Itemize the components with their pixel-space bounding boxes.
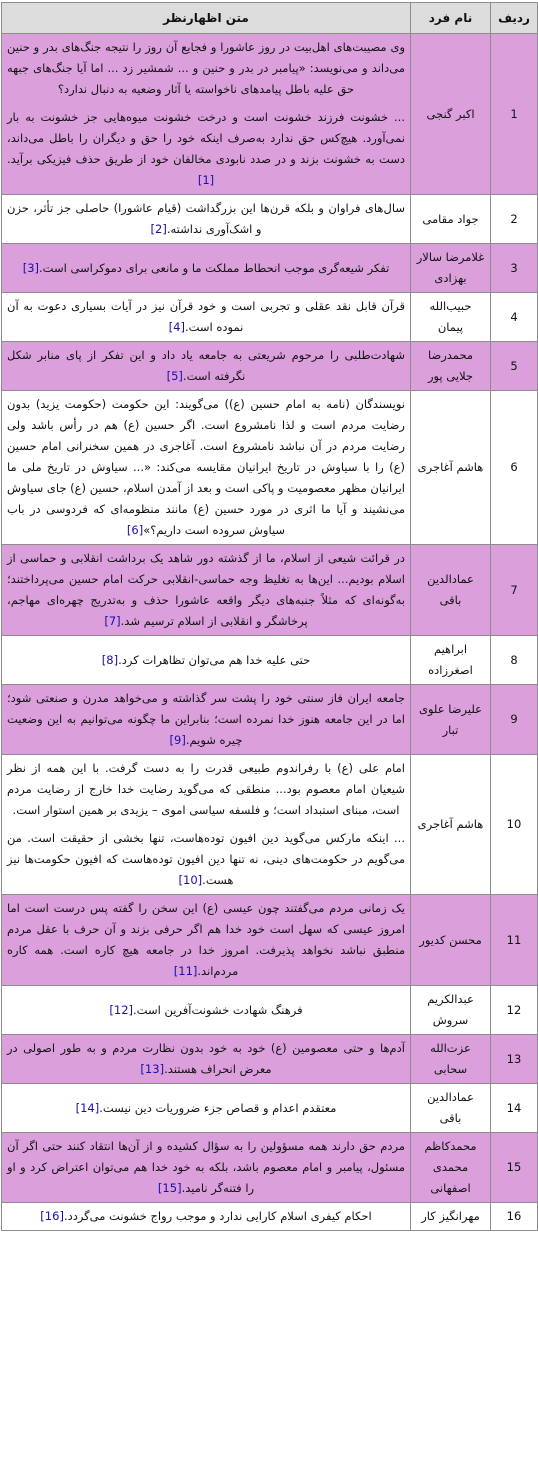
header-row-number: ردیف [491, 3, 538, 34]
statement-text [2, 986, 411, 1035]
footnote-link[interactable]: [4] [168, 320, 185, 334]
statement-paragraph-text: فرهنگ شهادت خشونت‌آفرین است. [133, 1002, 303, 1017]
table-row [2, 1084, 538, 1133]
statement-text [2, 342, 411, 391]
table-row [2, 685, 538, 755]
row-number: 15 [491, 1133, 538, 1203]
statement-paragraph-text: نویسندگان (نامه به امام حسین (ع)) می‌گویند: این حکومت (حکومت یزید) بدون رضایت مردم است و لذا نامشروع است. اگر حسین (ع) هم در رأس باشد ولی رضایت مردم در آن نباشد نامشروع است. آغاجری در همین سخنرانی امام حسین (ع) را با سیاوش در تاریخ ایرانیان مقایسه می‌کند: «... سیاوش در تاریخ ملی ما ایرانیان مظهر معصومیت و پاکی است و بعد از آمدن اسلام، حسین (ع) جای سیاوش می‌نشیند و آیا ما اثری در مورد حسین (ع) مانند منظومه‌ای که فردوسی در باب سیاوش سروده است داریم؟» [7, 397, 405, 537]
row-number: 2 [491, 195, 538, 244]
row-number: 5 [491, 342, 538, 391]
statement-paragraph-text: یک زمانی مردم می‌گفتند چون عیسی (ع) این سخن را گفته پس درست است اما امروز عیسی که سهل است خود خدا هم اگر حرفی بزند و آن حرف با عقل مردم منطبق نباشد نخواهد پذیرفت. امروز خدا در جامعه هیچ کاره است. همه کاره مردم‌اند. [7, 901, 405, 978]
statement-paragraph [7, 1098, 405, 1119]
statement-text [2, 636, 411, 685]
row-number: 1 [491, 34, 538, 195]
footnote-link[interactable]: [6] [126, 523, 144, 537]
footnote-link[interactable]: [9] [169, 733, 186, 747]
statement-text [2, 755, 411, 895]
statement-paragraph [7, 1000, 405, 1021]
row-number: 6 [491, 391, 538, 545]
person-name: ابراهیم اصغرزاده [411, 636, 491, 685]
person-name: مهرانگیز کار [411, 1203, 491, 1231]
statement-text [2, 895, 411, 986]
footnote-link[interactable]: [8] [101, 652, 119, 667]
statement-paragraph-text: شهادت‌طلبی را مرحوم شریعتی به جامعه یاد داد و این تفکر از پای منابر شکل نگرفته است. [7, 348, 405, 383]
person-name: غلامرضا سالار بهزادی [411, 244, 491, 293]
statement-paragraph [7, 828, 405, 891]
statement-paragraph [7, 107, 405, 191]
statement-text [2, 195, 411, 244]
footnote-link[interactable]: [2] [150, 222, 167, 236]
footnote-link[interactable]: [14] [75, 1100, 100, 1115]
footnote-link[interactable]: [1] [197, 173, 215, 187]
table-row [2, 1133, 538, 1203]
statement-paragraph [7, 650, 405, 671]
statement-text [2, 1035, 411, 1084]
row-number: 16 [491, 1203, 538, 1231]
statement-paragraph-text: وی مصیبت‌های اهل‌بیت در روز عاشورا و فجایع آن روز را نتیجه جنگ‌های بدر و حنین می‌داند و می‌نویسد: «پیامبر در بدر و حنین و ... شمشیر زد ... اما آیا جنگ‌های جبهه حق علیه باطل پیامدهای ناخواسته یا آثار وضعیه به دنبال ندارد؟ [7, 40, 405, 96]
statement-text [2, 34, 411, 195]
statement-paragraph-text: ... اینکه مارکس می‌گوید دین افیون توده‌هاست، تنها بخشی از حقیقت است. من می‌گویم در حکومت‌های دینی، نه تنها دین افیون توده‌هاست که افیون حکومت‌ها نیز هست. [7, 831, 405, 887]
person-name: محمدکاظم محمدی اصفهانی [411, 1133, 491, 1203]
statement-paragraph-text: قرآن قابل نقد عقلی و تجربی است و خود قرآن نیز در آیات بسیاری دعوت به آن نموده است. [7, 299, 405, 334]
table-row [2, 1035, 538, 1084]
person-name: هاشم آغاجری [411, 755, 491, 895]
table-row [2, 895, 538, 986]
statement-paragraph [7, 758, 405, 821]
statement-paragraph [7, 1206, 405, 1227]
statement-paragraph-text: ... خشونت فرزند خشونت است و درخت خشونت میوه‌هایی جز خشونت به بار نمی‌آورد. هیچ‌کس حق ندارد به‌صرف اینکه خود را حق و دیگران را باطل می‌داند، دست به خشونت بزند و در صدد نابودی مخالفان خود از طریق حذف فیزیکی برآید. [7, 110, 405, 166]
footnote-link[interactable]: [15] [157, 1181, 182, 1195]
statement-paragraph [7, 688, 405, 751]
statement-paragraph [7, 548, 405, 632]
statement-paragraph [7, 1038, 405, 1080]
person-name: حبیب‌الله پیمان [411, 293, 491, 342]
footnote-link[interactable]: [13] [140, 1062, 165, 1076]
statement-paragraph [7, 198, 405, 240]
row-number: 10 [491, 755, 538, 895]
statement-paragraph [7, 258, 405, 279]
footnote-link[interactable]: [16] [40, 1209, 64, 1223]
statement-paragraph [7, 898, 405, 982]
table-row [2, 1203, 538, 1231]
person-name: عزت‌الله سحابی [411, 1035, 491, 1084]
person-name: عمادالدین باقی [411, 545, 491, 636]
row-number: 14 [491, 1084, 538, 1133]
opinions-table [1, 2, 538, 1231]
person-name: عمادالدین باقی [411, 1084, 491, 1133]
table-row [2, 244, 538, 293]
person-name: محسن کدیور [411, 895, 491, 986]
table-row [2, 986, 538, 1035]
statement-paragraph [7, 1136, 405, 1199]
person-name: محمدرضا جلایی پور [411, 342, 491, 391]
statement-paragraph-text: حتی علیه خدا هم می‌توان تظاهرات کرد. [118, 652, 311, 667]
statement-paragraph-text: مردم حق دارند همه مسؤولین را به سؤال کشیده و از آن‌ها انتقاد کنند حتی اگر آن مسئول، پیامبر و امام معصوم باشد، بلکه به خود خدا هم می‌توان اعتراض کرد و او را فتنه‌گر نامید. [7, 1139, 405, 1195]
table-row [2, 636, 538, 685]
statement-paragraph-text: امام علی (ع) با رفراندوم طبیعی قدرت را به دست گرفت. با این همه از نظر شیعیان امام معصوم بود... منطقی که می‌گوید رضایت خدا خارج از رضایت مردم است، مبنای استبداد است؛ و فلسفه سیاسی اموی – یزیدی بر همین استوار است. [7, 761, 405, 817]
footnote-link[interactable]: [12] [109, 1002, 134, 1017]
footnote-link[interactable]: [11] [173, 964, 198, 978]
person-name: علیرضا علوی تبار [411, 685, 491, 755]
statement-paragraph-text: سال‌های فراوان و بلکه قرن‌ها این بزرگداشت (قیام عاشورا) حاصلی جز تأثر، حزن و اشک‌آوری نداشته. [7, 201, 405, 236]
row-number: 8 [491, 636, 538, 685]
statement-paragraph [7, 345, 405, 387]
header-statement-text: متن اظهارنظر [2, 3, 411, 34]
table-row [2, 34, 538, 195]
row-number: 4 [491, 293, 538, 342]
row-number: 9 [491, 685, 538, 755]
row-number: 13 [491, 1035, 538, 1084]
person-name: اکبر گنجی [411, 34, 491, 195]
footnote-link[interactable]: [5] [166, 369, 183, 383]
footnote-link[interactable]: [7] [104, 614, 121, 628]
statement-paragraph-text: در قرائت شیعی از اسلام، ما از گذشته دور شاهد یک برداشت انقلابی و حماسی از اسلام بودیم... این‌ها به تغلیظ وجه حماسی-انقلابی حرکت امام حسین می‌پرداختند؛ به‌گونه‌ای که مثلاً جنبه‌های دیگر واقعه عاشورا حذف و به‌تدریج چهره‌ای مهاجم، پرخاشگر و انقلابی از اسلام ترسیم شد. [7, 551, 405, 628]
statement-paragraph [7, 37, 405, 100]
statement-text [2, 1084, 411, 1133]
statement-paragraph-text: آدم‌ها و حتی معصومین (ع) خود به خود بدون نظارت مردم و به طور اصولی در معرض انحراف هستند. [7, 1041, 405, 1076]
header-person-name: نام فرد [411, 3, 491, 34]
statement-text [2, 545, 411, 636]
footnote-link[interactable]: [3] [22, 260, 40, 275]
table-row [2, 342, 538, 391]
statement-text [2, 293, 411, 342]
statement-paragraph-text: احکام کیفری اسلام کارایی ندارد و موجب رواج خشونت می‌گردد. [63, 1209, 372, 1223]
statement-text [2, 244, 411, 293]
statement-paragraph-text: تفکر شیعه‌گری موجب انحطاط مملکت ما و مانعی برای دموکراسی است. [39, 260, 390, 275]
table-row [2, 391, 538, 545]
person-name: هاشم آغاجری [411, 391, 491, 545]
statement-text [2, 685, 411, 755]
statement-text [2, 1133, 411, 1203]
row-number: 7 [491, 545, 538, 636]
table-row [2, 755, 538, 895]
statement-text [2, 1203, 411, 1231]
row-number: 12 [491, 986, 538, 1035]
footnote-link[interactable]: [10] [178, 873, 203, 887]
table-row [2, 293, 538, 342]
header-row [2, 3, 538, 34]
row-number: 11 [491, 895, 538, 986]
person-name: عبدالکریم سروش [411, 986, 491, 1035]
statement-paragraph-text: جامعه ایران فاز سنتی خود را پشت سر گذاشته و می‌خواهد مدرن و صنعتی شود؛ اما در این جامعه هنوز خدا نمرده است؛ بنابراین ما چگونه می‌توانیم به این وضعیت چیره شویم. [7, 691, 405, 747]
table-row [2, 545, 538, 636]
statement-paragraph-text: معتقدم اعدام و قصاص جزء ضروریات دین نیست. [99, 1100, 337, 1115]
statement-paragraph [7, 296, 405, 338]
table-row [2, 195, 538, 244]
person-name: جواد مقامی [411, 195, 491, 244]
statement-text [2, 391, 411, 545]
statement-paragraph [7, 394, 405, 541]
row-number: 3 [491, 244, 538, 293]
